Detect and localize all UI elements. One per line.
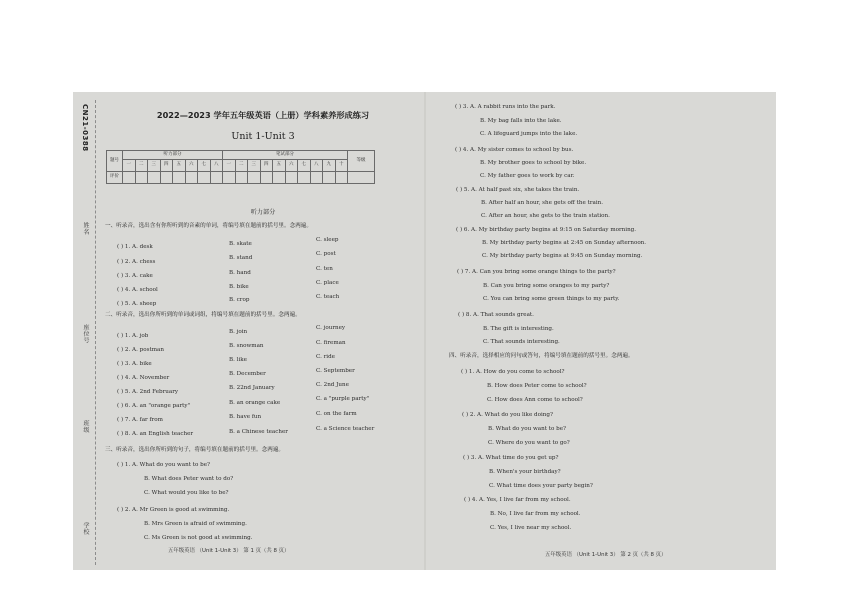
question-option-a: ( ) 2. A. Mr Green is good at swimming. [117, 507, 230, 513]
page-2-footer: 五年级英语 （Unit 1-Unit 3） 第 2 页（共 8 页） [545, 552, 667, 558]
score-col: 二 [235, 160, 248, 172]
score-column-row [107, 160, 375, 172]
exam-subtitle: Unit 1-Unit 3 [231, 131, 295, 142]
score-col: 十 [335, 160, 348, 172]
score-cell [273, 172, 286, 184]
question-option-a: ( ) 8. A. an English teacher [117, 431, 194, 437]
question-option-b: B. What does Peter want to do? [144, 476, 234, 482]
paper-code: CN21-0388 [81, 104, 89, 152]
score-col: 六 [285, 160, 298, 172]
question-option-b: B. crop [229, 297, 250, 303]
question-option-b: B. a Chinese teacher [229, 429, 288, 435]
score-cell [285, 172, 298, 184]
score-col: 五 [273, 160, 286, 172]
question-option-a: ( ) 1. A. What do you want to be? [117, 462, 211, 468]
question-option-c: C. sleep [316, 237, 339, 243]
question-option-b: B. like [229, 357, 247, 363]
score-col: 四 [160, 160, 173, 172]
question-option-a: ( ) 5. A. At half past six, she takes the train. [456, 187, 580, 193]
question-option-c: C. What would you like to be? [144, 490, 229, 496]
score-row-label: 评价 [107, 172, 123, 184]
question-option-c: C. post [316, 251, 336, 257]
question-option-b: B. My bag falls into the lake. [480, 118, 562, 124]
school-field-label: 学校 [82, 522, 89, 535]
question-option-a: ( ) 4. A. My sister comes to school by bus. [455, 147, 574, 153]
score-col: 七 [198, 160, 211, 172]
question-option-a: ( ) 7. A. far from [117, 417, 163, 423]
question-option-b: B. skate [229, 241, 252, 247]
question-option-b: B. No, I live far from my school. [490, 511, 581, 517]
score-cell [135, 172, 148, 184]
question-option-c: C. What time does your party begin? [489, 483, 593, 489]
question-option-c: C. teach [316, 294, 340, 300]
question-option-a: ( ) 3. A. A rabbit runs into the park. [455, 104, 556, 110]
question-option-c: C. 2nd June [316, 382, 349, 388]
question-option-b: B. The gift is interesting. [483, 326, 554, 332]
question-option-c: C. That sounds interesting. [483, 339, 560, 345]
question-option-c: C. Yes, I live near my school. [490, 525, 572, 531]
listening-section-header: 听力部分 [250, 209, 276, 216]
score-col: 六 [185, 160, 198, 172]
question-option-b: B. hand [229, 270, 251, 276]
question-option-c: C. September [316, 368, 355, 374]
question-option-a: ( ) 3. A. cake [117, 273, 153, 279]
name-field-label: 姓名 [82, 222, 89, 235]
question-option-a: ( ) 5. A. sheep [117, 301, 157, 307]
score-cell [260, 172, 273, 184]
class-field-label: 班级 [82, 420, 89, 433]
question-option-b: B. snowman [229, 343, 264, 349]
page-1 [73, 92, 425, 570]
question-option-c: C. After an hour, she gets to the train station. [481, 213, 610, 219]
question-option-a: ( ) 8. A. That sounds great. [458, 312, 534, 318]
question-option-a: ( ) 3. A. What time do you get up? [463, 455, 559, 461]
question-option-a: ( ) 4. A. Yes, I live far from my school. [464, 497, 571, 503]
score-table [106, 150, 375, 184]
question-option-c: C. a Science teacher [316, 426, 375, 432]
score-cell [323, 172, 336, 184]
score-cell [148, 172, 161, 184]
score-col: 七 [298, 160, 311, 172]
question-option-c: C. a "purple party" [316, 396, 370, 402]
question-option-a: ( ) 4. A. school [117, 287, 158, 293]
question-option-c: C. My father goes to work by car. [480, 173, 575, 179]
score-cell [310, 172, 323, 184]
question-option-a: ( ) 3. A. bike [117, 361, 152, 367]
score-cell [235, 172, 248, 184]
score-col: 五 [173, 160, 186, 172]
question-option-a: ( ) 1. A. How do you come to school? [461, 369, 565, 375]
question-option-b: B. How does Peter come to school? [487, 383, 587, 389]
question-option-b: B. Mrs Green is afraid of swimming. [144, 521, 247, 527]
question-option-b: B. stand [229, 255, 253, 261]
score-col: 三 [148, 160, 161, 172]
question-option-b: B. 22nd January [229, 385, 275, 391]
question-option-c: C. A lifeguard jumps into the lake. [480, 131, 578, 137]
grade-header: 等级 [348, 151, 375, 172]
score-cell [210, 172, 223, 184]
question-option-a: ( ) 6. A. an "orange party" [117, 403, 191, 409]
question-option-a: ( ) 4. A. November [117, 375, 170, 381]
question-option-c: C. My birthday party begins at 9:45 on Sunday morning. [482, 253, 643, 259]
written-group-header: 笔试部分 [223, 151, 348, 160]
section4-instruction: 四、听录音，选择相应的问句或答句，将编号填在题前的括号里。念两遍。 [449, 353, 634, 359]
score-cell [185, 172, 198, 184]
question-option-b: B. an orange cake [229, 400, 281, 406]
question-option-c: C. journey [316, 325, 346, 331]
question-option-b: B. bike [229, 284, 249, 290]
seat-number-field-label: 座位号 [82, 324, 89, 344]
grade-cell [348, 172, 375, 184]
question-option-a: ( ) 2. A. What do you like doing? [462, 412, 553, 418]
section2-instruction: 二、听录音，选出你所听到的单词或词组，将编号填在题前的括号里。念两遍。 [105, 312, 301, 318]
score-row-label: 题号 [107, 151, 123, 172]
score-cell [160, 172, 173, 184]
question-option-c: C. Ms Green is not good at swimming. [144, 535, 253, 541]
question-option-b: B. December [229, 371, 266, 377]
score-col: 八 [210, 160, 223, 172]
question-option-c: C. place [316, 280, 339, 286]
section3-instruction: 三、听录音，选出你所听到的句子，将编号填在题前的括号里。念两遍。 [105, 447, 285, 453]
page-1-footer: 五年级英语 （Unit 1-Unit 3） 第 1 页（共 8 页） [168, 548, 290, 554]
score-cell [223, 172, 236, 184]
exam-sheet [73, 92, 776, 570]
score-cell [123, 172, 136, 184]
score-col: 二 [135, 160, 148, 172]
score-col: 九 [323, 160, 336, 172]
question-option-b: B. have fun [229, 414, 262, 420]
question-option-a: ( ) 2. A. postman [117, 347, 164, 353]
binding-cut-line [95, 100, 96, 565]
question-option-a: ( ) 5. A. 2nd February [117, 389, 179, 395]
page-2 [425, 92, 776, 570]
question-option-a: ( ) 6. A. My birthday party begins at 9:15 on Saturday morning. [456, 227, 637, 233]
question-option-c: C. You can bring some green things to my party. [483, 296, 620, 302]
question-option-b: B. join [229, 329, 248, 335]
section1-instruction: 一、听录音，选出含有你所听到的音素的单词，将编号填在题前的括号里。念两遍。 [105, 223, 312, 229]
score-cell [173, 172, 186, 184]
score-col: 一 [123, 160, 136, 172]
question-option-c: C. ten [316, 266, 333, 272]
question-option-b: B. When's your birthday? [489, 469, 561, 475]
score-col: 一 [223, 160, 236, 172]
score-cell [298, 172, 311, 184]
score-col: 四 [260, 160, 273, 172]
listening-group-header: 听力部分 [123, 151, 223, 160]
score-cell [248, 172, 261, 184]
question-option-c: C. on the farm [316, 411, 357, 417]
score-col: 八 [310, 160, 323, 172]
question-option-b: B. My brother goes to school by bike. [480, 160, 587, 166]
question-option-b: B. My birthday party begins at 2:45 on Sunday afternoon. [482, 240, 647, 246]
question-option-a: ( ) 2. A. chess [117, 259, 156, 265]
question-option-b: B. Can you bring some oranges to my party? [483, 283, 610, 289]
question-option-b: B. After half an hour, she gets off the train. [481, 200, 604, 206]
question-option-a: ( ) 7. A. Can you bring some orange things to the party? [457, 269, 616, 275]
question-option-a: ( ) 1. A. desk [117, 244, 153, 250]
score-col: 三 [248, 160, 261, 172]
question-option-b: B. What do you want to be? [488, 426, 567, 432]
score-cell [335, 172, 348, 184]
question-option-c: C. Where do you want to go? [488, 440, 570, 446]
question-option-a: ( ) 1. A. job [117, 333, 149, 339]
exam-title: 2022—2023 学年五年级英语（上册）学科素养形成练习 [156, 110, 370, 120]
question-option-c: C. fireman [316, 340, 346, 346]
question-option-c: C. How does Ann come to school? [487, 397, 583, 403]
score-cell [198, 172, 211, 184]
question-option-c: C. ride [316, 354, 335, 360]
